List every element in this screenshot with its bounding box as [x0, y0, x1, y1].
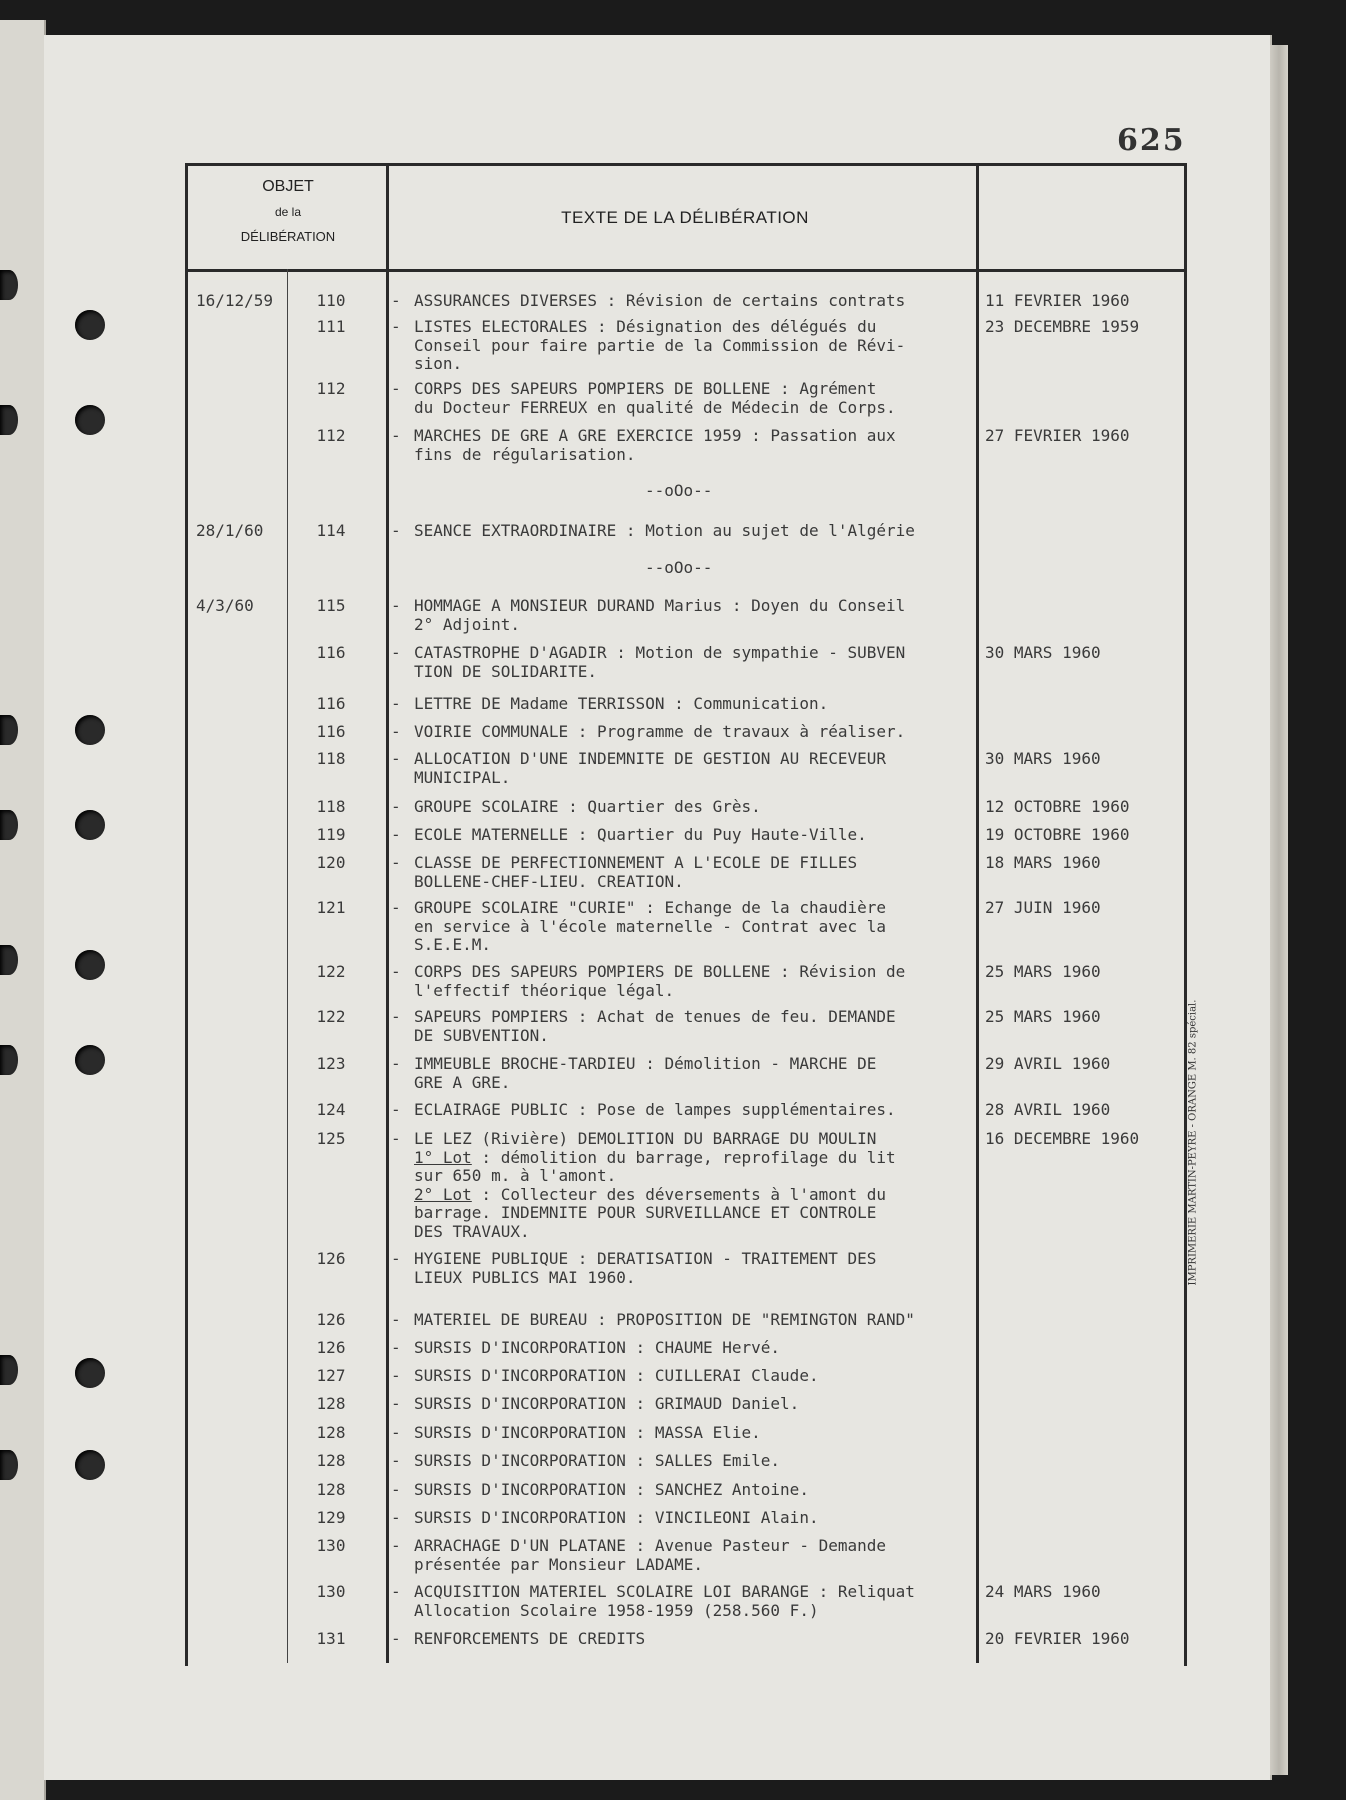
binder-hole — [0, 945, 18, 975]
row-text — [414, 798, 984, 817]
row-text-line: 1° Lot : démolition du barrage, reprofilage du lit — [414, 1147, 896, 1167]
row-bullet-dash: - — [391, 898, 401, 917]
row-text-line: CORPS DES SAPEURS POMPIERS DE BOLLENE : Agrément — [414, 379, 877, 398]
row-bullet-dash: - — [391, 291, 401, 310]
row-text-line: DE SUBVENTION. — [414, 1025, 549, 1045]
row-text-line: présentée par Monsieur LADAME. — [414, 1554, 703, 1574]
row-number: 130 — [316, 1536, 346, 1555]
printer-imprint-text: IMPRIMERIE MARTIN-PEYRE - ORANGE M. 82 spécial. — [1187, 999, 1199, 1286]
row-bullet-dash: - — [391, 643, 401, 662]
row-execution-date: 19 OCTOBRE 1960 — [985, 825, 1130, 844]
row-text-line: CORPS DES SAPEURS POMPIERS DE BOLLENE : Révision de — [414, 962, 906, 981]
printer-imprint — [1183, 999, 1203, 1290]
row-execution-date: 27 JUIN 1960 — [985, 898, 1101, 917]
row-number: 116 — [316, 643, 346, 662]
row-number: 131 — [316, 1629, 346, 1648]
row-bullet-dash: - — [391, 1366, 401, 1385]
row-bullet-dash: - — [391, 797, 401, 816]
row-text-line: du Docteur FERREUX en qualité de Médecin de Corps. — [414, 397, 896, 417]
row-bullet-dash: - — [391, 1629, 401, 1648]
row-execution-date: 12 OCTOBRE 1960 — [985, 797, 1130, 816]
row-number: 120 — [316, 853, 346, 872]
row-execution-date: 30 MARS 1960 — [985, 749, 1101, 768]
row-text-line: HOMMAGE A MONSIEUR DURAND Marius : Doyen du Conseil — [414, 596, 906, 615]
row-text-line: SEANCE EXTRAORDINAIRE : Motion au sujet de l'Algérie — [414, 521, 915, 540]
row-text — [414, 318, 984, 374]
row-bullet-dash: - — [391, 426, 401, 445]
section-separator: --oOo-- — [645, 481, 713, 500]
row-number: 122 — [316, 1007, 346, 1026]
row-text-line: ALLOCATION D'UNE INDEMNITE DE GESTION AU RECEVEUR — [414, 749, 887, 768]
row-text-line: LETTRE DE Madame TERRISSON : Communication. — [414, 694, 829, 713]
row-text — [414, 1008, 984, 1045]
row-number: 116 — [316, 694, 346, 713]
row-text — [414, 644, 984, 681]
row-bullet-dash: - — [391, 694, 401, 713]
row-text-line: fins de régularisation. — [414, 444, 636, 464]
row-text-line: LIEUX PUBLICS MAI 1960. — [414, 1267, 636, 1287]
row-text — [414, 826, 984, 845]
row-bullet-dash: - — [391, 1129, 401, 1148]
row-execution-date: 11 FEVRIER 1960 — [985, 291, 1130, 310]
row-text — [414, 1101, 984, 1120]
date-number-divider — [287, 269, 288, 1663]
header-divider — [185, 269, 1184, 272]
row-text — [414, 1055, 984, 1092]
row-text — [414, 750, 984, 787]
row-text — [414, 522, 984, 541]
row-bullet-dash: - — [391, 1423, 401, 1442]
row-text — [414, 1311, 984, 1330]
row-text-line: TION DE SOLIDARITE. — [414, 661, 598, 681]
row-text — [414, 1481, 984, 1500]
binder-hole — [75, 1045, 105, 1075]
row-text-line: S.E.E.M. — [414, 935, 492, 954]
row-text — [414, 427, 984, 464]
row-bullet-dash: - — [391, 1007, 401, 1026]
row-number: 127 — [316, 1366, 346, 1385]
row-bullet-dash: - — [391, 722, 401, 741]
row-number: 112 — [316, 379, 346, 398]
row-bullet-dash: - — [391, 1054, 401, 1073]
row-number: 126 — [316, 1249, 346, 1268]
row-text — [414, 1367, 984, 1386]
row-number: 126 — [316, 1338, 346, 1357]
row-bullet-dash: - — [391, 1100, 401, 1119]
row-bullet-dash: - — [391, 596, 401, 615]
row-number: 123 — [316, 1054, 346, 1073]
row-text — [414, 1424, 984, 1443]
row-text-line: CATASTROPHE D'AGADIR : Motion de sympathie - SUBVEN — [414, 643, 906, 662]
row-number: 130 — [316, 1582, 346, 1601]
row-number: 116 — [316, 722, 346, 741]
header-de-la: de la — [274, 205, 302, 219]
row-number: 128 — [316, 1394, 346, 1413]
row-number: 126 — [316, 1310, 346, 1329]
row-bullet-dash: - — [391, 853, 401, 872]
row-text-line: MUNICIPAL. — [414, 767, 511, 787]
row-bullet-dash: - — [391, 749, 401, 768]
row-text-line: SURSIS D'INCORPORATION : SANCHEZ Antoine. — [414, 1480, 809, 1499]
binder-hole — [0, 1045, 18, 1075]
row-execution-date: 16 DECEMBRE 1960 — [985, 1129, 1140, 1148]
row-text — [414, 1339, 984, 1358]
row-text — [414, 854, 984, 891]
lot-label: 2° Lot — [414, 1184, 472, 1204]
row-execution-date: 27 FEVRIER 1960 — [985, 426, 1130, 445]
row-text-line: SURSIS D'INCORPORATION : VINCILEONI Alain. — [414, 1508, 819, 1527]
row-number: 129 — [316, 1508, 346, 1527]
row-text-line: ECLAIRAGE PUBLIC : Pose de lampes supplémentaires. — [414, 1100, 896, 1119]
row-bullet-dash: - — [391, 962, 401, 981]
row-text-line: Allocation Scolaire 1958-1959 (258.560 F.) — [414, 1600, 819, 1620]
row-execution-date: 28 AVRIL 1960 — [985, 1100, 1111, 1119]
row-text-line: Conseil pour faire partie de la Commission de Révi- — [414, 335, 906, 355]
binder-hole — [0, 270, 18, 300]
row-text-line: 2° Adjoint. — [414, 614, 520, 634]
row-text-line: LE LEZ (Rivière) DEMOLITION DU BARRAGE DU MOULIN — [414, 1129, 877, 1148]
row-text — [414, 1130, 984, 1241]
row-text-line: SURSIS D'INCORPORATION : SALLES Emile. — [414, 1451, 781, 1470]
row-bullet-dash: - — [391, 521, 401, 540]
column-divider — [386, 163, 389, 1663]
header-deliberation: DÉLIBÉRATION — [240, 229, 336, 244]
row-text — [414, 1250, 984, 1287]
row-text-line: SURSIS D'INCORPORATION : CHAUME Hervé. — [414, 1338, 781, 1357]
row-number: 128 — [316, 1423, 346, 1442]
row-text-line: ASSURANCES DIVERSES : Révision de certains contrats — [414, 291, 906, 310]
row-number: 118 — [316, 797, 346, 816]
row-number: 121 — [316, 898, 346, 917]
row-text-line: CLASSE DE PERFECTIONNEMENT A L'ECOLE DE FILLES — [414, 853, 858, 872]
row-execution-date: 24 MARS 1960 — [985, 1582, 1101, 1601]
row-text — [414, 963, 984, 1000]
lot-label: 1° Lot — [414, 1147, 472, 1167]
row-text-line: sur 650 m. à l'amont. — [414, 1166, 617, 1185]
row-number: 128 — [316, 1480, 346, 1499]
row-text-line: HYGIENE PUBLIQUE : DERATISATION - TRAITEMENT DES — [414, 1249, 877, 1268]
row-bullet-dash: - — [391, 1582, 401, 1601]
binder-hole — [0, 405, 18, 435]
row-number: 111 — [316, 317, 346, 336]
row-bullet-dash: - — [391, 1310, 401, 1329]
row-bullet-dash: - — [391, 317, 401, 336]
row-text-line: RENFORCEMENTS DE CREDITS — [414, 1629, 646, 1648]
binder-hole — [75, 810, 105, 840]
row-text-line: SURSIS D'INCORPORATION : MASSA Elie. — [414, 1423, 761, 1442]
row-text — [414, 899, 984, 955]
row-number: 118 — [316, 749, 346, 768]
header-objet — [188, 178, 388, 244]
row-bullet-dash: - — [391, 1508, 401, 1527]
row-bullet-dash: - — [391, 1338, 401, 1357]
binder-hole — [75, 715, 105, 745]
row-number: 115 — [316, 596, 346, 615]
row-text-line: GROUPE SCOLAIRE : Quartier des Grès. — [414, 797, 761, 816]
row-execution-date: 30 MARS 1960 — [985, 643, 1101, 662]
row-text-line: ECOLE MATERNELLE : Quartier du Puy Haute-Ville. — [414, 825, 867, 844]
row-bullet-dash: - — [391, 1394, 401, 1413]
row-bullet-dash: - — [391, 1536, 401, 1555]
row-number: 125 — [316, 1129, 346, 1148]
row-execution-date: 25 MARS 1960 — [985, 1007, 1101, 1026]
row-text — [414, 1395, 984, 1414]
row-text-line: MATERIEL DE BUREAU : PROPOSITION DE "REMINGTON RAND" — [414, 1310, 915, 1329]
row-text — [414, 1630, 984, 1649]
row-text — [414, 723, 984, 742]
header-objet-title: OBJET — [262, 178, 314, 195]
binder-hole — [75, 405, 105, 435]
row-text-line: DES TRAVAUX. — [414, 1221, 530, 1241]
row-text-line: barrage. INDEMNITE POUR SURVEILLANCE ET CONTROLE — [414, 1203, 877, 1222]
row-bullet-dash: - — [391, 1249, 401, 1268]
row-text-line: SAPEURS POMPIERS : Achat de tenues de feu. DEMANDE — [414, 1007, 896, 1026]
row-date: 16/12/59 — [196, 291, 274, 310]
row-number: 128 — [316, 1451, 346, 1470]
row-execution-date: 29 AVRIL 1960 — [985, 1054, 1111, 1073]
row-bullet-dash: - — [391, 1451, 401, 1470]
header-texte: TEXTE DE LA DÉLIBÉRATION — [561, 208, 809, 227]
row-text — [414, 597, 984, 634]
row-text-line: ACQUISITION MATERIEL SCOLAIRE LOI BARANGE : Reliquat — [414, 1582, 915, 1601]
row-text — [414, 380, 984, 417]
row-bullet-dash: - — [391, 379, 401, 398]
row-text-line: GRE A GRE. — [414, 1072, 511, 1092]
row-text-line: BOLLENE-CHEF-LIEU. CREATION. — [414, 871, 684, 891]
row-text-line: VOIRIE COMMUNALE : Programme de travaux à réaliser. — [414, 722, 906, 741]
row-bullet-dash: - — [391, 825, 401, 844]
page-number: 625 — [1117, 123, 1186, 158]
row-text-line: SURSIS D'INCORPORATION : GRIMAUD Daniel. — [414, 1394, 800, 1413]
row-text — [414, 1537, 984, 1574]
row-execution-date: 23 DECEMBRE 1959 — [985, 317, 1140, 336]
row-text-line: SURSIS D'INCORPORATION : CUILLERAI Claude. — [414, 1366, 819, 1385]
binder-hole — [75, 950, 105, 980]
row-text-line: sion. — [414, 354, 463, 373]
row-text-line: ARRACHAGE D'UN PLATANE : Avenue Pasteur - Demande — [414, 1536, 887, 1555]
row-number: 119 — [316, 825, 346, 844]
row-number: 122 — [316, 962, 346, 981]
row-text-line: IMMEUBLE BROCHE-TARDIEU : Démolition - MARCHE DE — [414, 1054, 877, 1073]
row-text — [414, 292, 984, 311]
binder-hole — [75, 310, 105, 340]
row-number: 110 — [316, 291, 346, 310]
row-text — [414, 695, 984, 714]
row-date: 4/3/60 — [196, 596, 254, 615]
row-text-line: MARCHES DE GRE A GRE EXERCICE 1959 : Passation aux — [414, 426, 896, 445]
row-text-line: LISTES ELECTORALES : Désignation des délégués du — [414, 317, 877, 336]
row-number: 124 — [316, 1100, 346, 1119]
binder-hole — [0, 1450, 18, 1480]
row-execution-date: 25 MARS 1960 — [985, 962, 1101, 981]
row-text — [414, 1583, 984, 1620]
row-text — [414, 1509, 984, 1528]
binder-hole — [0, 1355, 18, 1385]
binder-hole — [75, 1358, 105, 1388]
section-separator: --oOo-- — [645, 558, 713, 577]
row-text-line: l'effectif théorique légal. — [414, 980, 675, 1000]
row-number: 114 — [316, 521, 346, 540]
row-text-line: GROUPE SCOLAIRE "CURIE" : Echange de la chaudière — [414, 898, 887, 917]
row-execution-date: 18 MARS 1960 — [985, 853, 1101, 872]
row-bullet-dash: - — [391, 1480, 401, 1499]
row-text — [414, 1452, 984, 1471]
binder-hole — [0, 810, 18, 840]
page-stack-edge — [1270, 45, 1288, 1775]
binder-hole — [75, 1450, 105, 1480]
binder-hole — [0, 715, 18, 745]
row-execution-date: 20 FEVRIER 1960 — [985, 1629, 1130, 1648]
row-date: 28/1/60 — [196, 521, 264, 540]
row-number: 112 — [316, 426, 346, 445]
row-text-line: 2° Lot : Collecteur des déversements à l'amont du — [414, 1184, 887, 1204]
binder-holes — [0, 0, 120, 1800]
row-text-line: en service à l'école maternelle - Contrat avec la — [414, 916, 887, 936]
